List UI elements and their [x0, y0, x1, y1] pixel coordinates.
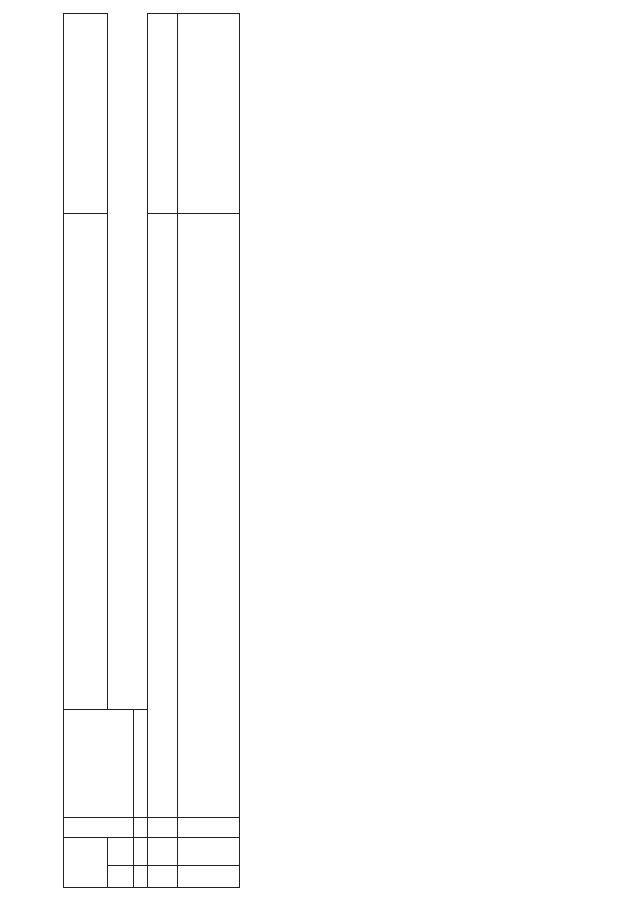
top-row-pp — [134, 838, 148, 866]
indicators-table — [63, 13, 240, 888]
indicator-pp — [178, 838, 240, 866]
municipality-header — [64, 710, 134, 818]
subprogram-gp — [148, 866, 178, 888]
code-group-header — [64, 838, 108, 888]
num-header — [64, 818, 134, 838]
subprogram-extension — [148, 13, 178, 213]
indicator-text — [178, 213, 240, 817]
values-title-extension — [64, 13, 108, 213]
pp-header — [108, 838, 134, 866]
top-row-gp — [134, 866, 148, 888]
subprogram-num — [148, 818, 178, 838]
indicator-num — [178, 818, 240, 838]
rotated-table-container — [63, 58, 569, 888]
values-title — [64, 213, 108, 709]
indicator-gp — [178, 866, 240, 888]
subprogram-title — [148, 213, 178, 817]
gp-header — [108, 866, 134, 888]
top-row-name — [134, 710, 148, 818]
indicator-extension — [178, 13, 240, 213]
top-row-num — [134, 818, 148, 838]
subprogram-pp — [148, 838, 178, 866]
